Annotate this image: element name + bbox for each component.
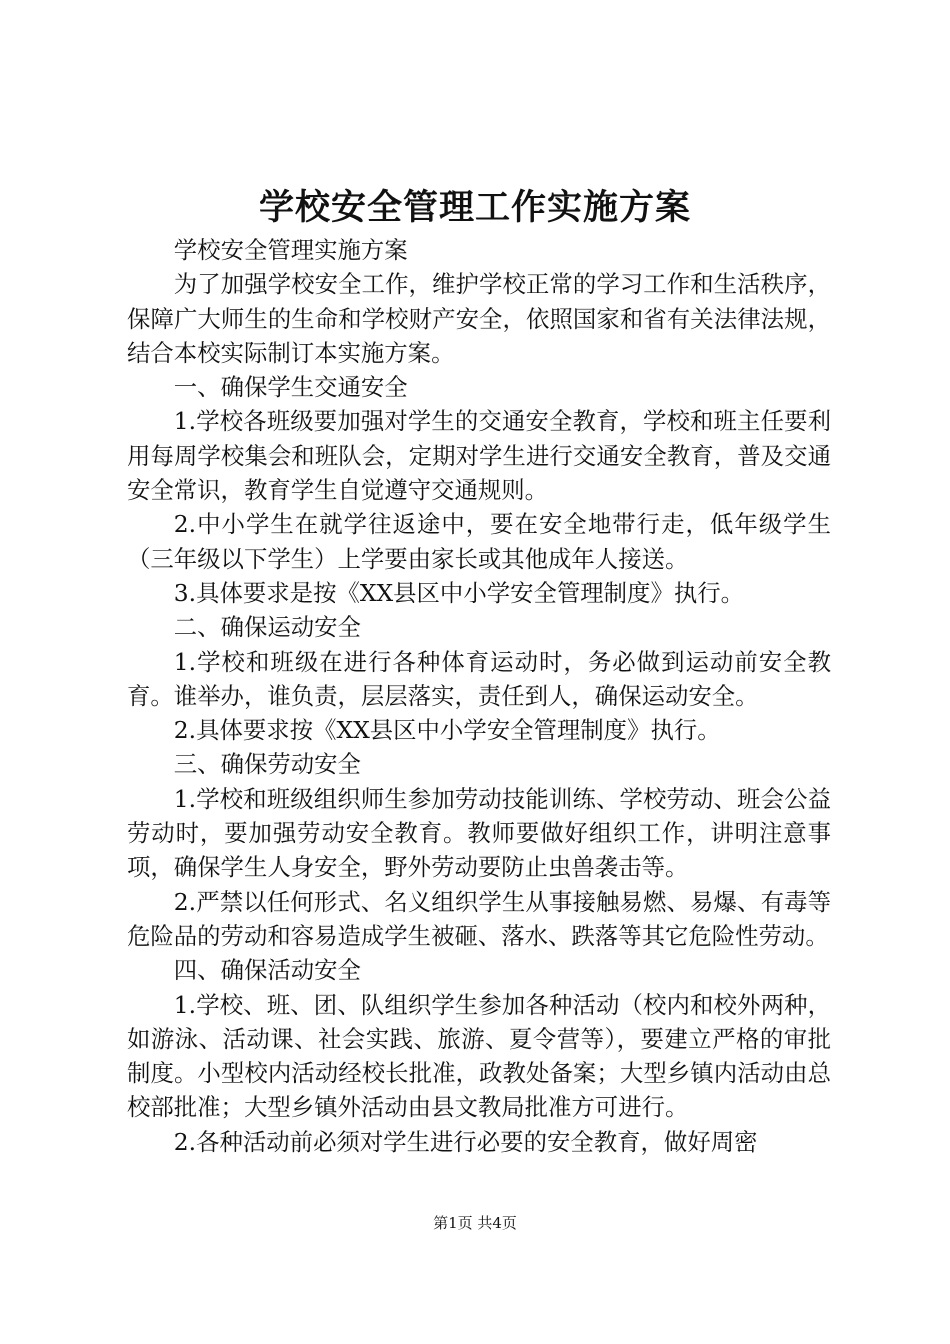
paragraph-labor-1: 1.学校和班级组织师生参加劳动技能训练、学校劳动、班会公益劳动时，要加强劳动安全教育。教师要做好组织工作，讲明注意事项，确保学生人身安全，野外劳动要防止虫兽袭击等。 (127, 784, 831, 882)
paragraph-intro: 为了加强学校安全工作，维护学校正常的学习工作和生活秩序，保障广大师生的生命和学校财产安全，依照国家和省有关法律法规，结合本校实际制订本实施方案。 (127, 270, 831, 367)
paragraph-activity-1: 1.学校、班、团、队组织学生参加各种活动（校内和校外两种，如游泳、活动课、社会实践、旅游、夏令营等），要建立严格的审批制度。小型校内活动经校长批准，政教处备案；大型乡镇内活动由总校部批准；大型乡镇外活动由县文教局批准方可进行。 (127, 990, 831, 1122)
section-heading-traffic: 一、确保学生交通安全 (173, 373, 408, 402)
paragraph-traffic-3: 3.具体要求是按《XX县区中小学安全管理制度》执行。 (173, 578, 745, 607)
paragraph-labor-2: 2.严禁以任何形式、名义组织学生从事接触易燃、易爆、有毒等危险品的劳动和容易造成学生被砸、落水、跌落等其它危险性劳动。 (127, 887, 831, 950)
section-heading-activity: 四、确保活动安全 (173, 956, 361, 985)
section-heading-labor: 三、确保劳动安全 (173, 750, 361, 779)
paragraph-traffic-1: 1.学校各班级要加强对学生的交通安全教育，学校和班主任要利用每周学校集会和班队会，定期对学生进行交通安全教育，普及交通安全常识，教育学生自觉遵守交通规则。 (127, 407, 831, 505)
paragraph-traffic-2: 2.中小学生在就学往返途中，要在安全地带行走，低年级学生（三年级以下学生）上学要由家长或其他成年人接送。 (127, 510, 831, 573)
page-footer: 第1页 共4页 (433, 1214, 517, 1232)
paragraph-subtitle: 学校安全管理实施方案 (173, 236, 408, 264)
paragraph-activity-2: 2.各种活动前必须对学生进行必要的安全教育，做好周密 (173, 1127, 758, 1156)
paragraph-sports-2: 2.具体要求按《XX县区中小学安全管理制度》执行。 (173, 716, 721, 745)
paragraph-sports-1: 1.学校和班级在进行各种体育运动时，务必做到运动前安全教育。谁举办，谁负责，层层落实，责任到人，确保运动安全。 (127, 647, 831, 710)
document-body (127, 233, 831, 1159)
section-heading-sports: 二、确保运动安全 (173, 613, 361, 642)
document-title: 学校安全管理工作实施方案 (258, 187, 691, 228)
